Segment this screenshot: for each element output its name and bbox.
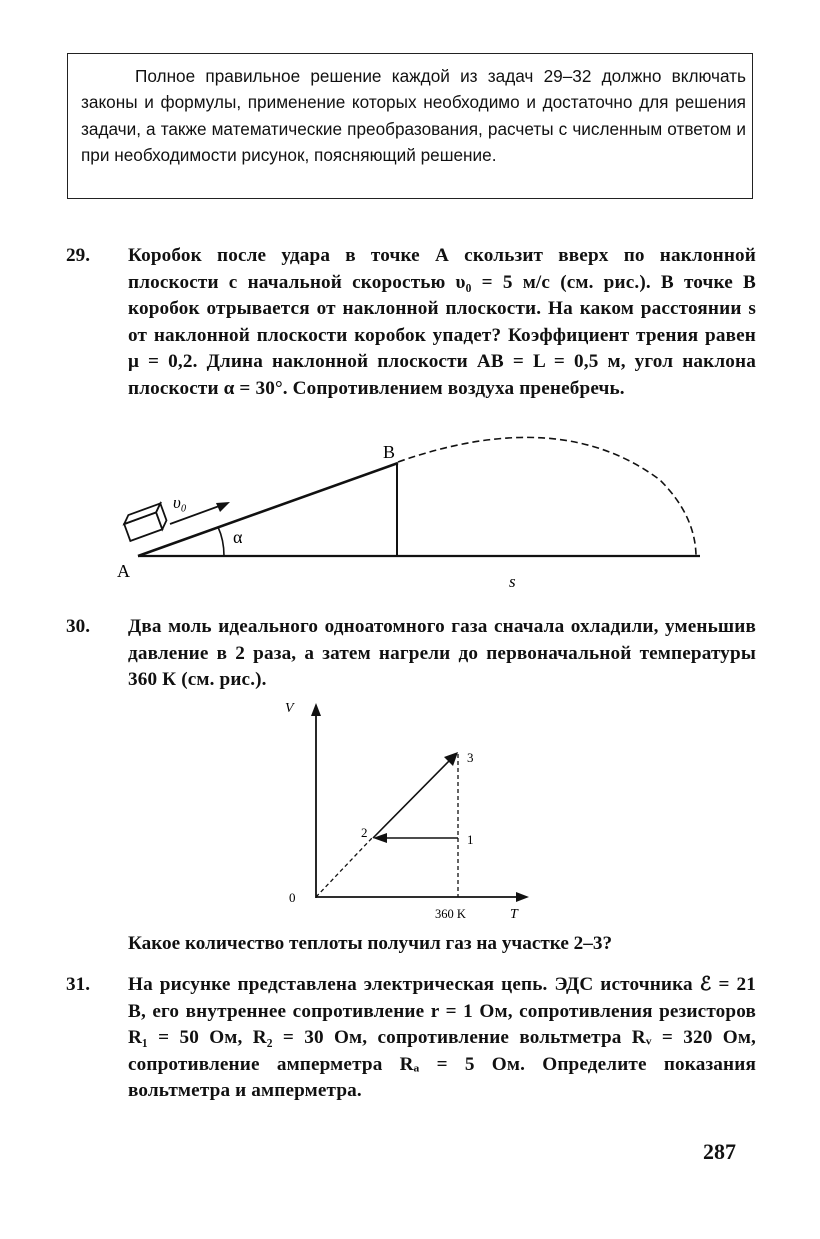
arrow-1-2-icon [373,833,387,843]
axis-t-label: T [510,907,518,922]
problem-text: Коробок после удара в точке А скользит вверх по наклонной плоскости с начальной скоростью υ₀ = 5 м/с (см. рис.). В точке В коробок отрывается от наклонной плоскости. На каком расстоянии s от наклонной плоскости коробок упадет? Коэффициент трения равен μ = 0,2. Длина наклонной плоскости AB = L = 0,5 м, угол наклона плоскости α = 30°. Сопротивлением воздуха пренебречь. [128,245,756,399]
process-2-3 [373,760,450,838]
y-axis-arrow-icon [311,703,321,716]
label-v0: υ₀ [173,493,187,512]
x-axis-arrow-icon [516,892,529,902]
origin-label: 0 [289,890,296,905]
problem-30-question: Какое количество теплоты получил газ на участке 2–3? [128,933,613,954]
label-b: B [383,442,396,462]
notice-text: Полное правильное решение каждой из задач 29–32 должно включать законы и формулы, применение которых необходимо и достаточно для решения задачи, а также математические преобразования, расчеты с численным ответом и при необходимости рисунок, поясняющий решение. [81,66,746,166]
point-1-label: 1 [467,832,474,847]
problem-31 [66,972,756,1105]
axis-v-label: V [285,701,294,716]
problem-text: Два моль идеального одноатомного газа сначала охладили, уменьшив давление в 2 раза, а затем нагрели до первоначальной температуры 360 К (см. рис.). [128,616,756,691]
problem-text: На рисунке представлена электрическая цепь. ЭДС источника ℰ = 21 В, его внутреннее сопротивление r = 1 Ом, сопротивления резисторов R₁ = 50 Ом, R₂ = 30 Ом, сопротивление вольтметра Rᵥ = 320 Ом, сопротивление амперметра Rₐ = 5 Ом. Определите показания вольтметра и амперметра. [128,974,756,1102]
tick-360k-label: 360 K [435,907,466,921]
problem-number: 30. [66,616,90,637]
label-alpha: α [233,527,243,547]
page-number: 287 [703,1139,736,1164]
problem-number: 29. [66,245,90,266]
problem-number: 31. [66,974,90,995]
point-3-label: 3 [467,750,474,765]
label-s: s [509,572,516,591]
label-a: A [117,561,130,581]
point-2-label: 2 [361,825,368,840]
